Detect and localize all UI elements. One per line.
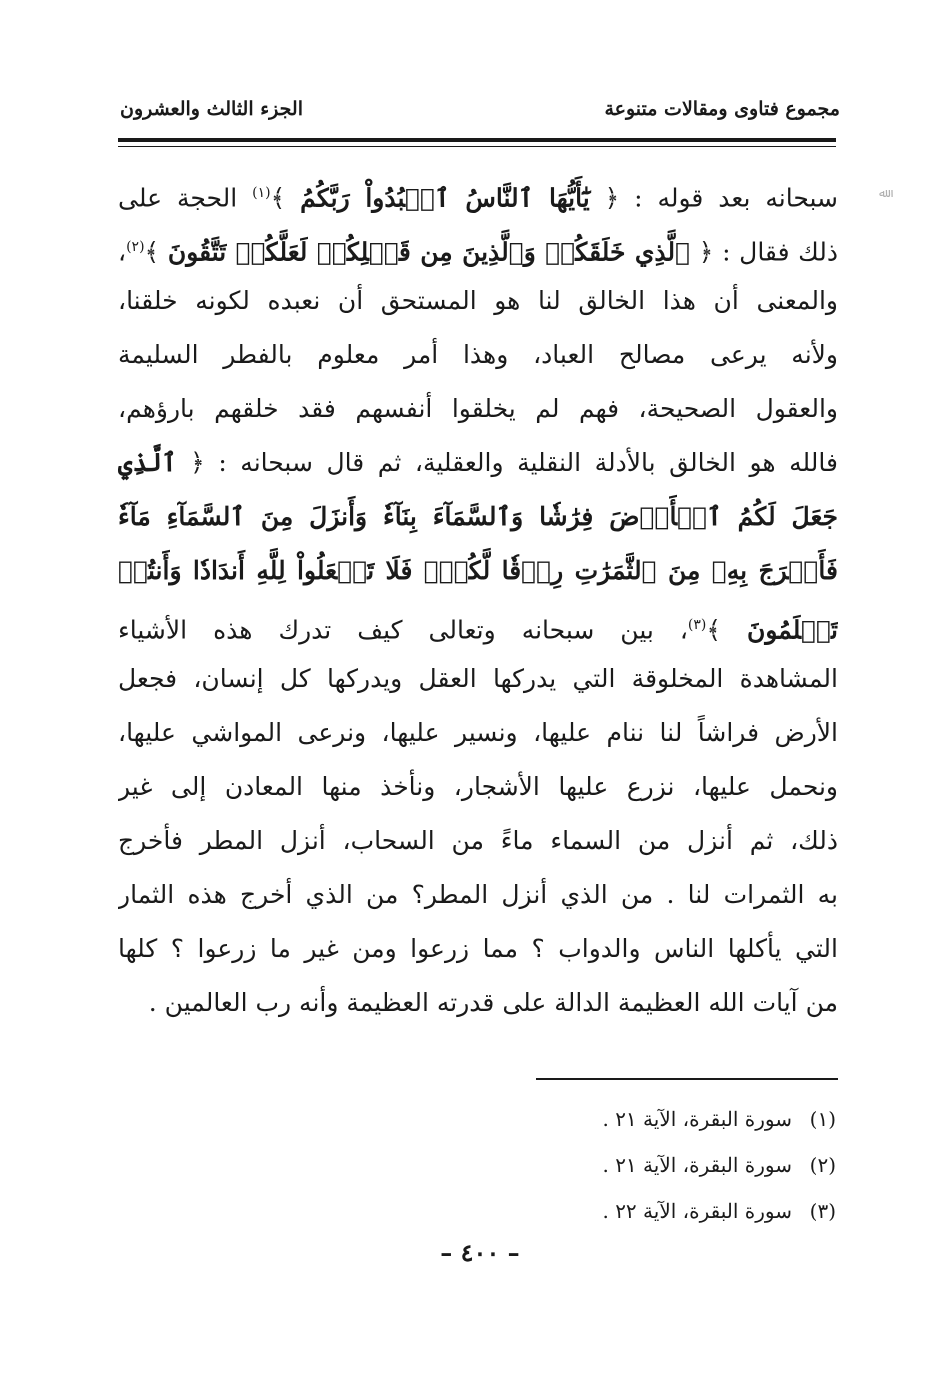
page-number: – ٤٠٠ – [440,1238,520,1267]
body-line [118,220,838,274]
body-line [118,436,838,490]
footnote-number: (١) [809,1107,836,1131]
body-text-run: به الثمرات لنا . من الذي أنزل المطر؟ من الذي أخرج هذه الثمار [118,880,838,909]
body-line [118,976,838,1030]
footnote-ref: (٢) [126,239,145,255]
body-text [118,166,838,1030]
quran-text: جَعَلَ لَكُمُ ٱلۡأَرۡضَ فِرَٰشٗا وَٱلسَّمَآءَ بِنَآءٗ وَأَنزَلَ مِنَ ٱلسَّمَآءِ مَآءٗ [118,502,838,531]
body-text-run: المشاهدة المخلوقة التي يدركها العقل ويدركها كل إنسان، فجعل [118,664,838,693]
quran-text: تَعۡلَمُونَ [747,615,838,645]
body-line [118,652,838,706]
body-line [118,382,838,436]
footnote-item [436,1188,836,1234]
margin-mark: ﷲ [878,186,886,200]
body-text-run: الأرض فراشاً لنا ننام عليها، ونسير عليها، ونرعى المواشي عليها، [118,718,838,747]
quran-text: ٱلَّذِي خَلَقَكُمۡ وَٱلَّذِينَ مِن قَبۡلِكُمۡ لَعَلَّكُمۡ تَتَّقُونَ [167,237,691,267]
body-line [118,922,838,976]
body-text-run: ، بين سبحانه وتعالى كيف تدرك هذه الأشياء [118,615,688,645]
quran-text: ٱلَّذِي [118,448,177,477]
body-line [118,544,838,598]
footnote-ref: (١) [252,185,271,201]
body-text-run: ونحمل عليها، نزرع عليها الأشجار، ونأخذ منها المعادن إلى غير [118,772,838,801]
body-line [118,760,838,814]
body-text-run: ﴾ [270,183,301,213]
footnote-text: سورة البقرة، الآية ٢١ . [602,1153,792,1177]
body-text-run: والعقول الصحيحة، فهم لم يخلقوا أنفسهم فقد خلقهم بارؤهم، [118,394,838,423]
footnote-text: سورة البقرة، الآية ٢١ . [602,1107,792,1131]
body-text-run: التي يأكلها الناس والدواب ؟ مما زرعوا ومن غير ما زرعوا ؟ كلها [118,934,838,963]
footnote-text: سورة البقرة، الآية ٢٢ . [602,1199,792,1223]
body-line [118,706,838,760]
footnote-item [436,1096,836,1142]
body-text-run: سبحانه بعد قوله : ﴿ [589,183,838,213]
footnote-ref: (٣) [687,617,707,633]
body-text-run: والمعنى أن هذا الخالق لنا هو المستحق أن نعبده لكونه خلقنا، [118,286,838,315]
body-text-run: فالله هو الخالق بالأدلة النقلية والعقلية، ثم قال سبحانه : ﴿ [176,448,838,477]
body-text-run: ذلك فقال : ﴿ [690,237,838,267]
body-text-run: ﴾ [706,615,748,645]
header-rule-thick [118,138,836,142]
body-line [118,490,838,544]
body-text-run: ذلك، ثم أنزل من السماء ماءً من السحاب، أنزل المطر فأخرج [118,826,838,855]
header-book-title: مجموع فتاوى ومقالات متنوعة [604,98,840,120]
footnotes [436,1096,836,1234]
header-volume: الجزء الثالث والعشرون [120,98,303,120]
body-line [118,328,838,382]
body-text-run: من آيات الله العظيمة الدالة على قدرته العظيمة وأنه رب العالمين . [148,988,838,1017]
body-line [118,868,838,922]
footnote-item [436,1142,836,1188]
quran-text: فَأَخۡرَجَ بِهِۦ مِنَ ٱلثَّمَرَٰتِ رِزۡقٗا لَّكُمۡۖ فَلَا تَجۡعَلُواْ لِلَّهِ أَندَادٗا وَأَنتُمۡ [118,556,838,585]
body-text-run: الحجة على [118,183,253,213]
body-line [118,166,838,220]
footnote-rule [536,1078,838,1080]
body-line [118,814,838,868]
header-rule-thin [118,146,836,147]
body-line [118,598,838,652]
body-line [118,274,838,328]
body-text-run: ولأنه يرعى مصالح العباد، وهذا أمر معلوم بالفطر السليمة [118,340,838,369]
quran-text: يَٰٓأَيُّهَا ٱلنَّاسُ ٱعۡبُدُواْ رَبَّكُمُ [300,183,590,213]
footnote-number: (٣) [809,1199,836,1223]
body-text-run: ﴾ [144,237,168,267]
footnote-number: (٢) [809,1153,836,1177]
body-text-run: ، [118,237,127,267]
